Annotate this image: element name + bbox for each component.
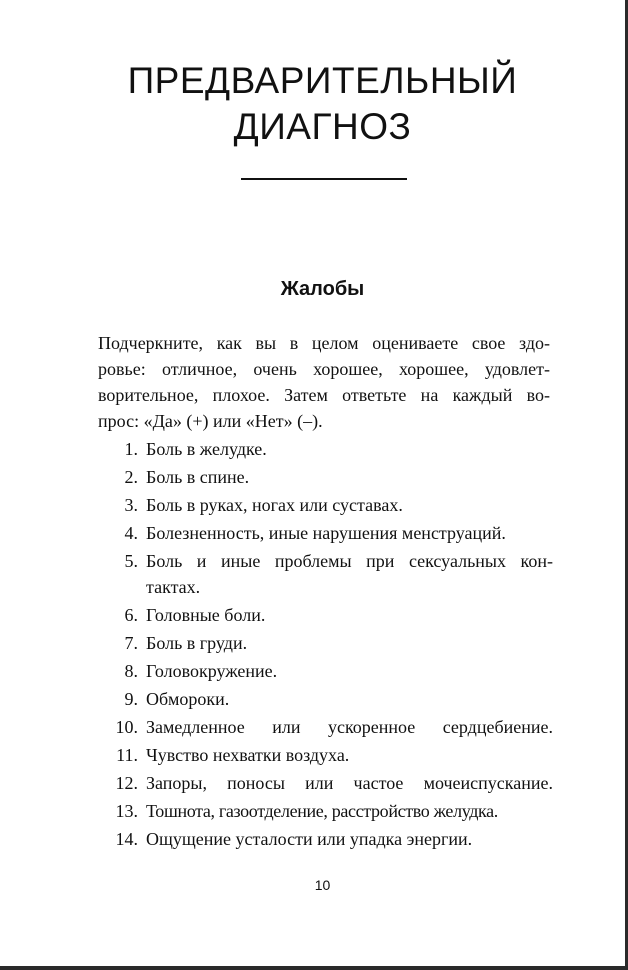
complaint-item bbox=[98, 464, 553, 490]
intro-line: ворительное, плохое. Затем ответьте на каждый во- bbox=[98, 385, 550, 405]
complaint-text bbox=[146, 436, 553, 462]
complaint-line: Обмороки. bbox=[146, 689, 230, 709]
complaint-item bbox=[98, 742, 553, 768]
page-bottom-border bbox=[0, 966, 628, 970]
complaint-item bbox=[98, 520, 553, 546]
complaint-item bbox=[98, 548, 553, 600]
complaint-line: Тошнота, газоотделение, расстройство желудка. bbox=[146, 801, 498, 821]
complaint-number: 12. bbox=[115, 773, 138, 793]
complaints-list bbox=[98, 436, 553, 854]
complaint-number: 5. bbox=[124, 551, 138, 571]
chapter-title-line: ДИАГНОЗ bbox=[233, 106, 412, 147]
complaint-item bbox=[98, 826, 553, 852]
complaint-text bbox=[146, 770, 553, 796]
complaint-text bbox=[146, 602, 553, 628]
complaint-number: 14. bbox=[115, 829, 138, 849]
complaint-number: 9. bbox=[124, 689, 138, 709]
complaint-item bbox=[98, 436, 553, 462]
complaint-line: Боль в спине. bbox=[146, 467, 250, 487]
complaint-item bbox=[98, 602, 553, 628]
intro-line: ровье: отличное, очень хорошее, хорошее, удовлет- bbox=[98, 359, 550, 379]
complaint-number: 10. bbox=[115, 717, 138, 737]
complaint-text bbox=[146, 492, 553, 518]
complaint-number: 11. bbox=[116, 745, 138, 765]
complaint-number: 2. bbox=[124, 467, 138, 487]
complaint-text bbox=[146, 658, 553, 684]
complaint-line: Боль в руках, ногах или суставах. bbox=[146, 495, 403, 515]
complaint-line: Запоры, поносы или частое мочеиспускание. bbox=[146, 773, 553, 793]
complaint-number: 1. bbox=[124, 439, 138, 459]
intro-paragraph bbox=[98, 330, 550, 434]
complaint-line: Боль в желудке. bbox=[146, 439, 267, 459]
page-number: 10 bbox=[314, 877, 331, 893]
title-underline-rule bbox=[241, 178, 407, 180]
complaint-text bbox=[146, 464, 553, 490]
complaint-text bbox=[146, 798, 553, 824]
complaint-line: Боль в груди. bbox=[146, 633, 248, 653]
chapter-title-line: ПРЕДВАРИТЕЛЬНЫЙ bbox=[127, 60, 518, 101]
complaint-text bbox=[146, 742, 553, 768]
complaint-item bbox=[98, 798, 553, 824]
complaint-item bbox=[98, 686, 553, 712]
complaint-number: 4. bbox=[124, 523, 138, 543]
intro-line: прос: «Да» (+) или «Нет» (–). bbox=[98, 411, 323, 431]
complaint-number: 3. bbox=[124, 495, 138, 515]
section-heading: Жалобы bbox=[280, 278, 365, 300]
complaint-item bbox=[98, 630, 553, 656]
complaint-line: Болезненность, иные нарушения менструаций. bbox=[146, 523, 506, 543]
complaint-item bbox=[98, 770, 553, 796]
complaint-number: 7. bbox=[124, 633, 138, 653]
complaint-text bbox=[146, 630, 553, 656]
complaint-text bbox=[146, 520, 553, 546]
complaint-number: 6. bbox=[124, 605, 138, 625]
complaint-line: Боль и иные проблемы при сексуальных кон- bbox=[146, 551, 553, 571]
complaint-line: тактах. bbox=[146, 577, 201, 597]
complaint-line: Замедленное или ускоренное сердцебиение. bbox=[146, 717, 553, 737]
chapter-title bbox=[0, 58, 628, 150]
complaint-item bbox=[98, 658, 553, 684]
complaint-text bbox=[146, 714, 553, 740]
complaint-number: 8. bbox=[124, 661, 138, 681]
complaint-number: 13. bbox=[115, 801, 138, 821]
complaint-text bbox=[146, 686, 553, 712]
complaint-text bbox=[146, 548, 553, 600]
complaint-item bbox=[98, 492, 553, 518]
complaint-line: Головокружение. bbox=[146, 661, 278, 681]
complaint-text bbox=[146, 826, 553, 852]
complaint-line: Ощущение усталости или упадка энергии. bbox=[146, 829, 473, 849]
intro-line: Подчеркните, как вы в целом оцениваете свое здо- bbox=[98, 333, 550, 353]
complaint-line: Головные боли. bbox=[146, 605, 266, 625]
complaint-line: Чувство нехватки воздуха. bbox=[146, 745, 350, 765]
complaint-item bbox=[98, 714, 553, 740]
